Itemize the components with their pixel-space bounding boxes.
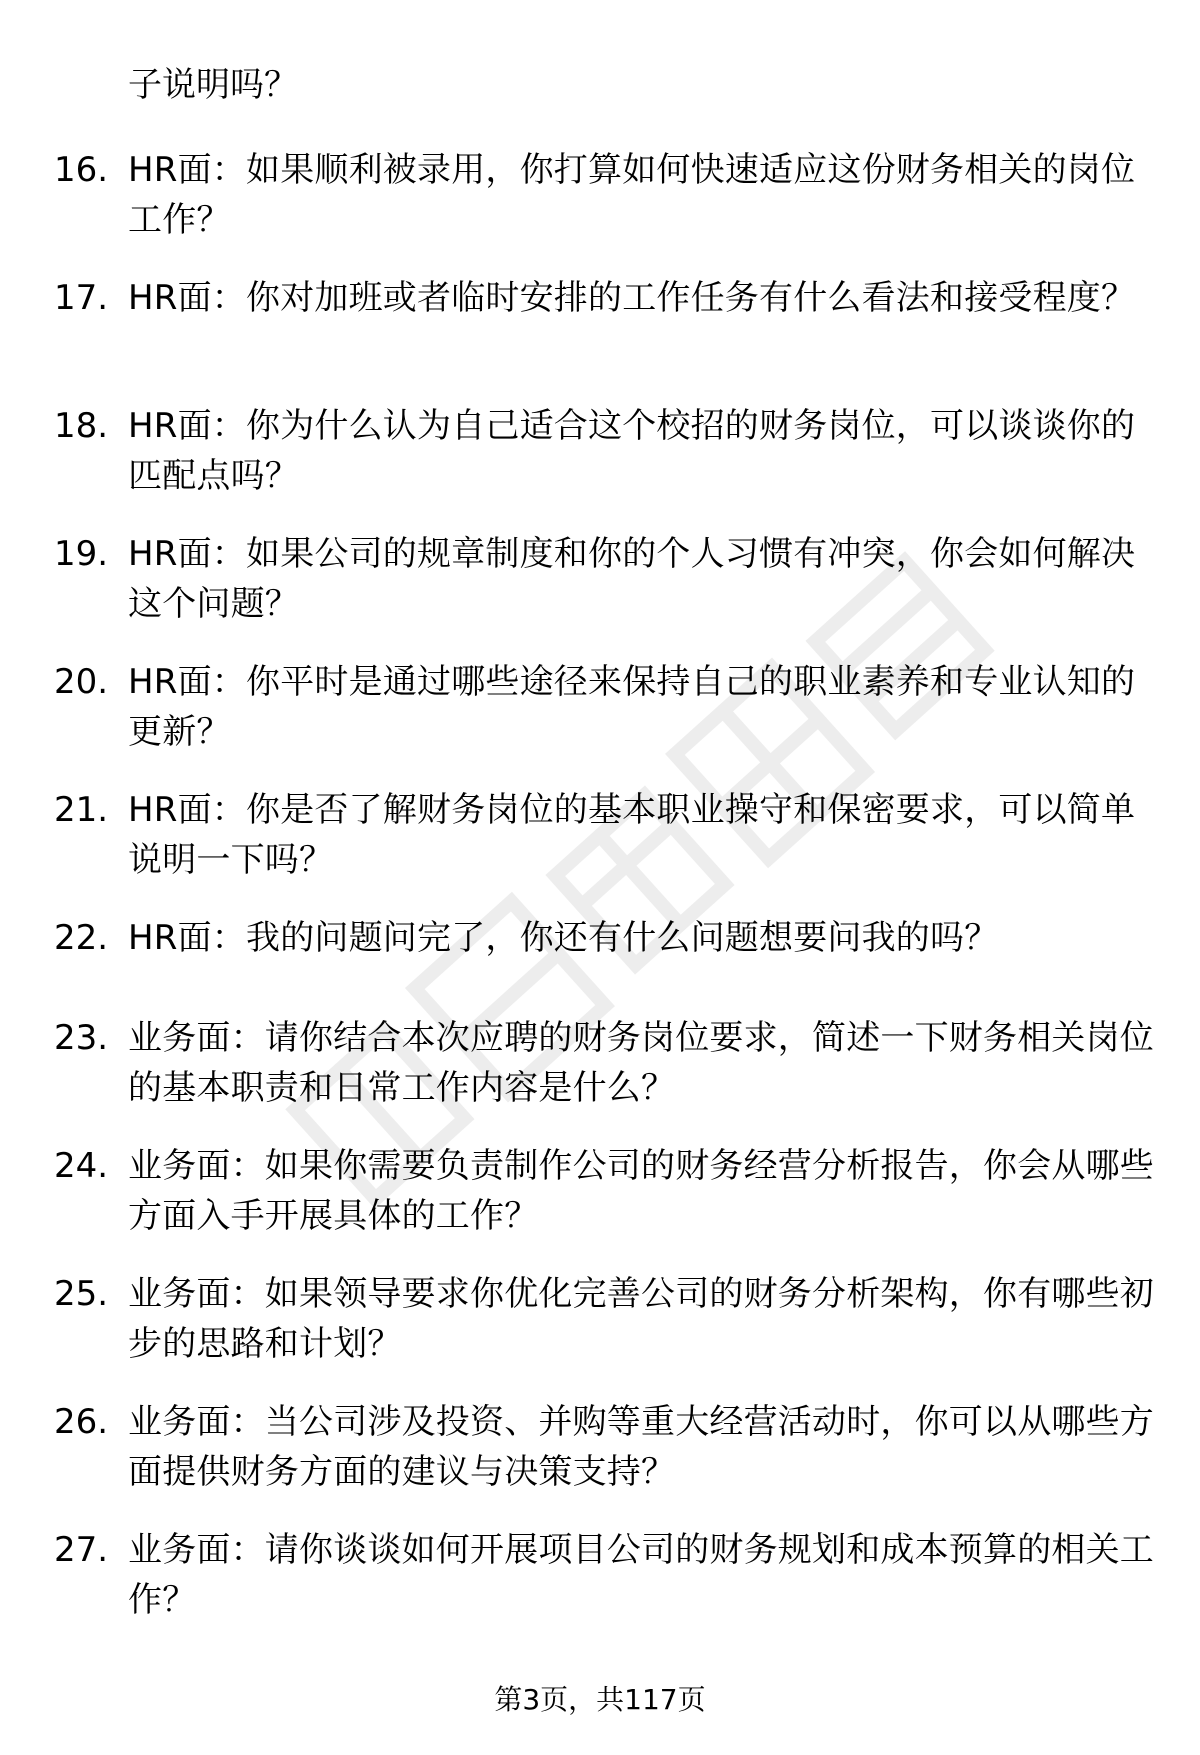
continued-question-text: 子说明吗？	[128, 65, 298, 105]
question-text: 业务面：请你谈谈如何开展项目公司的财务规划和成本预算的相关工作？	[128, 1530, 1154, 1620]
question-text: HR面：如果顺利被录用，你打算如何快速适应这份财务相关的岗位工作？	[128, 150, 1136, 240]
list-item	[0, 913, 1200, 1013]
list-item	[0, 1141, 1200, 1269]
list-item	[0, 1525, 1200, 1653]
question-number: 27.	[54, 1530, 109, 1570]
question-number: 23.	[54, 1018, 109, 1058]
question-list	[0, 145, 1200, 1653]
list-item	[0, 657, 1200, 785]
list-item	[0, 785, 1200, 913]
list-item	[0, 145, 1200, 273]
question-number: 22.	[54, 918, 109, 958]
question-text: HR面：你对加班或者临时安排的工作任务有什么看法和接受程度？	[128, 278, 1136, 318]
list-item	[0, 273, 1200, 401]
question-number: 21.	[54, 790, 109, 830]
question-number: 16.	[54, 150, 109, 190]
list-item	[0, 1269, 1200, 1397]
page-footer: 第3页，共117页	[494, 1683, 706, 1716]
question-text: HR面：你为什么认为自己适合这个校招的财务岗位，可以谈谈你的匹配点吗？	[128, 406, 1136, 496]
question-number: 19.	[54, 534, 109, 574]
question-number: 18.	[54, 406, 109, 446]
question-number: 17.	[54, 278, 109, 318]
question-number: 25.	[54, 1274, 109, 1314]
list-item	[0, 529, 1200, 657]
question-text: 业务面：如果领导要求你优化完善公司的财务分析架构，你有哪些初步的思路和计划？	[128, 1274, 1154, 1364]
list-item	[0, 1397, 1200, 1525]
question-text: 业务面：当公司涉及投资、并购等重大经营活动时，你可以从哪些方面提供财务方面的建议与决策支持？	[128, 1402, 1154, 1492]
question-text: 业务面：请你结合本次应聘的财务岗位要求，简述一下财务相关岗位的基本职责和日常工作内容是什么？	[128, 1018, 1154, 1108]
list-item	[0, 1013, 1200, 1141]
question-number: 20.	[54, 662, 109, 702]
question-text: HR面：我的问题问完了，你还有什么问题想要问我的吗？	[128, 918, 999, 958]
question-text: 业务面：如果你需要负责制作公司的财务经营分析报告，你会从哪些方面入手开展具体的工作？	[128, 1146, 1154, 1236]
question-text: HR面：你是否了解财务岗位的基本职业操守和保密要求，可以简单说明一下吗？	[128, 790, 1136, 880]
question-text: HR面：如果公司的规章制度和你的个人习惯有冲突，你会如何解决这个问题？	[128, 534, 1136, 624]
question-text: HR面：你平时是通过哪些途径来保持自己的职业素养和专业认知的更新？	[128, 662, 1136, 752]
question-number: 26.	[54, 1402, 109, 1442]
list-item	[0, 401, 1200, 529]
question-number: 24.	[54, 1146, 109, 1186]
